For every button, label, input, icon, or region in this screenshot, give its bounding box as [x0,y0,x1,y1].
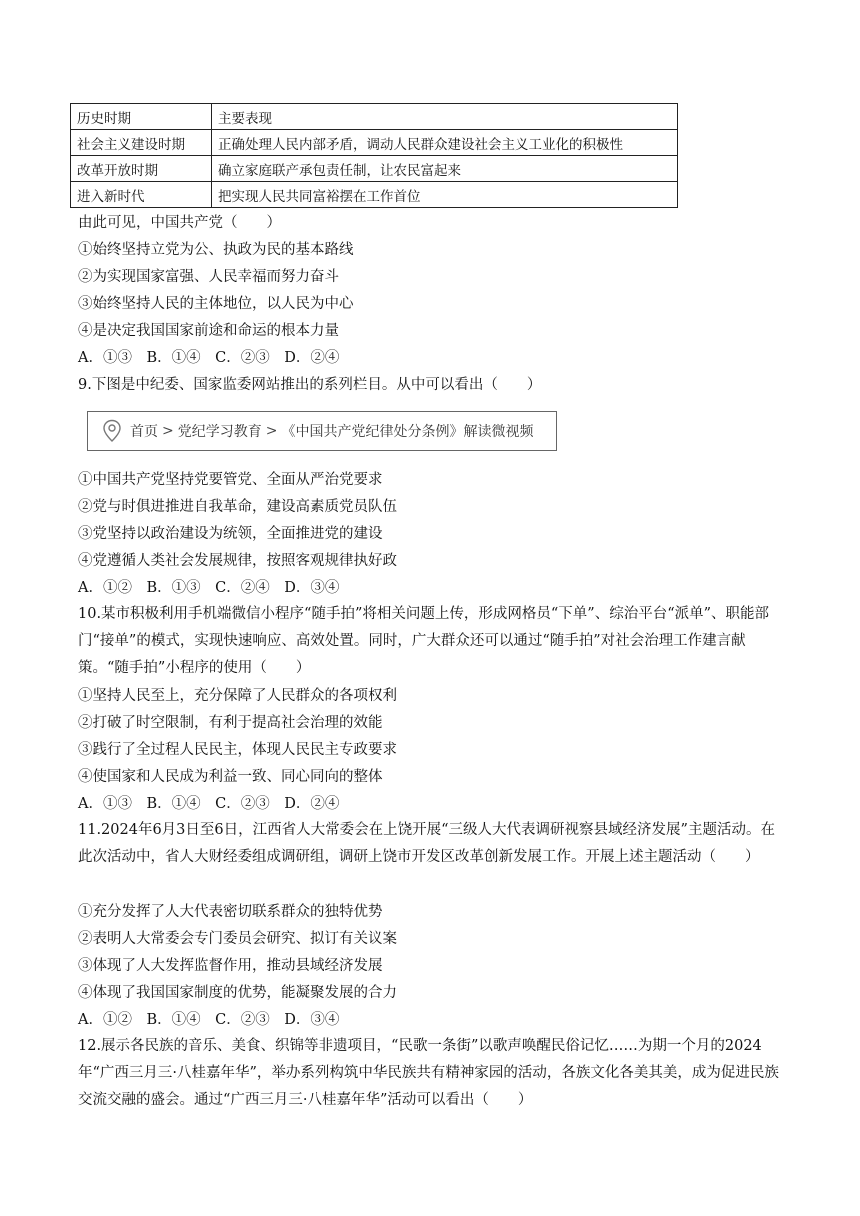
q11-option: ④体现了我国国家制度的优势，能凝聚发展的合力 [78,985,397,1001]
q10-option: ①坚持人民至上，充分保障了人民群众的各项权利 [78,688,397,704]
table-cell: 把实现人民共同富裕摆在工作首位 [212,182,678,208]
breadcrumb-item-home: 首页 [130,424,158,440]
table-cell: 社会主义建设时期 [71,130,212,156]
q9-option: ①中国共产党坚持党要管党、全面从严治党要求 [78,472,383,488]
location-pin-icon [102,419,122,443]
q9-answers: A．①② B．①③ C．②④ D．③④ [78,580,340,596]
breadcrumb-separator: > [265,423,278,439]
table-row [71,182,678,208]
q10-option: ③践行了全过程人民民主，体现人民民主专政要求 [78,742,397,758]
q11-option: ②表明人大常委会专门委员会研究、拟订有关议案 [78,931,397,947]
q11-option: ③体现了人大发挥监督作用，推动县域经济发展 [78,958,383,974]
breadcrumb-separator: > [162,423,174,439]
table-cell: 进入新时代 [71,182,212,208]
q9-stem: 9.下图是中纪委、国家监委网站推出的系列栏目。从中可以看出（ ） [78,377,542,393]
q9-option: ④党遵循人类社会发展规律，按照客观规律执好政 [78,553,397,569]
q12-stem: 12.展示各民族的音乐、美食、织锦等非遗项目，“民歌一条街”以歌声唤醒民俗记忆……为期一个月的2024年“广西三月三·八桂嘉年华”，举办系列构筑中华民族共有精神家园的活动，各族文化各美其美，成为促进民族交流交融的盛会。通过“广西三月三·八桂嘉年华”活动可以看出（ ） [78,1038,779,1108]
q11-stem: 11.2024年6月3日至6日，江西省人大常委会在上饶开展“三级人大代表调研视察县域经济发展”主题活动。在此次活动中，省人大财经委组成调研组，调研上饶市开发区改革创新发展工作。开展上述主题活动（ ） [78,822,775,865]
table-row [71,130,678,156]
breadcrumb-item-current: 《中国共产党纪律处分条例》解读微视频 [281,424,534,440]
q8-option: ④是决定我国国家前途和命运的根本力量 [78,323,339,339]
q8-option: ②为实现国家富强、人民幸福而努力奋斗 [78,269,339,285]
table-header-cell: 主要表现 [212,104,678,130]
q10-answers: A．①③ B．①④ C．②③ D．②④ [78,796,340,812]
table-cell: 改革开放时期 [71,156,212,182]
q8-option: ①始终坚持立党为公、执政为民的基本路线 [78,242,354,258]
breadcrumb-item-section: 党纪学习教育 [177,424,262,440]
q11-option: ①充分发挥了人大代表密切联系群众的独特优势 [78,904,383,920]
q10-option: ②打破了时空限制，有利于提高社会治理的效能 [78,715,383,731]
q8-answers: A．①③ B．①④ C．②③ D．②④ [78,350,340,366]
q10-option: ④使国家和人民成为利益一致、同心同向的整体 [78,769,383,785]
q11-answers: A．①② B．①④ C．②③ D．③④ [78,1012,340,1028]
breadcrumb [87,411,557,451]
table-header-row [71,104,678,130]
table-row [71,156,678,182]
q8-stem: 由此可见，中国共产党（ ） [78,215,281,231]
table-cell: 确立家庭联产承包责任制，让农民富起来 [212,156,678,182]
q9-option: ③党坚持以政治建设为统领，全面推进党的建设 [78,526,383,542]
q8-option: ③始终坚持人民的主体地位，以人民为中心 [78,296,354,312]
table-header-cell: 历史时期 [71,104,212,130]
q10-stem: 10.某市积极利用手机端微信小程序“随手拍”将相关问题上传，形成网格员“下单”、综治平台“派单”、职能部门“接单”的模式，实现快速响应、高效处置。同时，广大群众还可以通过“随手拍”对社会治理工作建言献策。“随手拍”小程序的使用（ ） [78,606,770,676]
history-table [70,103,678,208]
q9-option: ②党与时俱进推进自我革命，建设高素质党员队伍 [78,499,397,515]
table-cell: 正确处理人民内部矛盾，调动人民群众建设社会主义工业化的积极性 [212,130,678,156]
